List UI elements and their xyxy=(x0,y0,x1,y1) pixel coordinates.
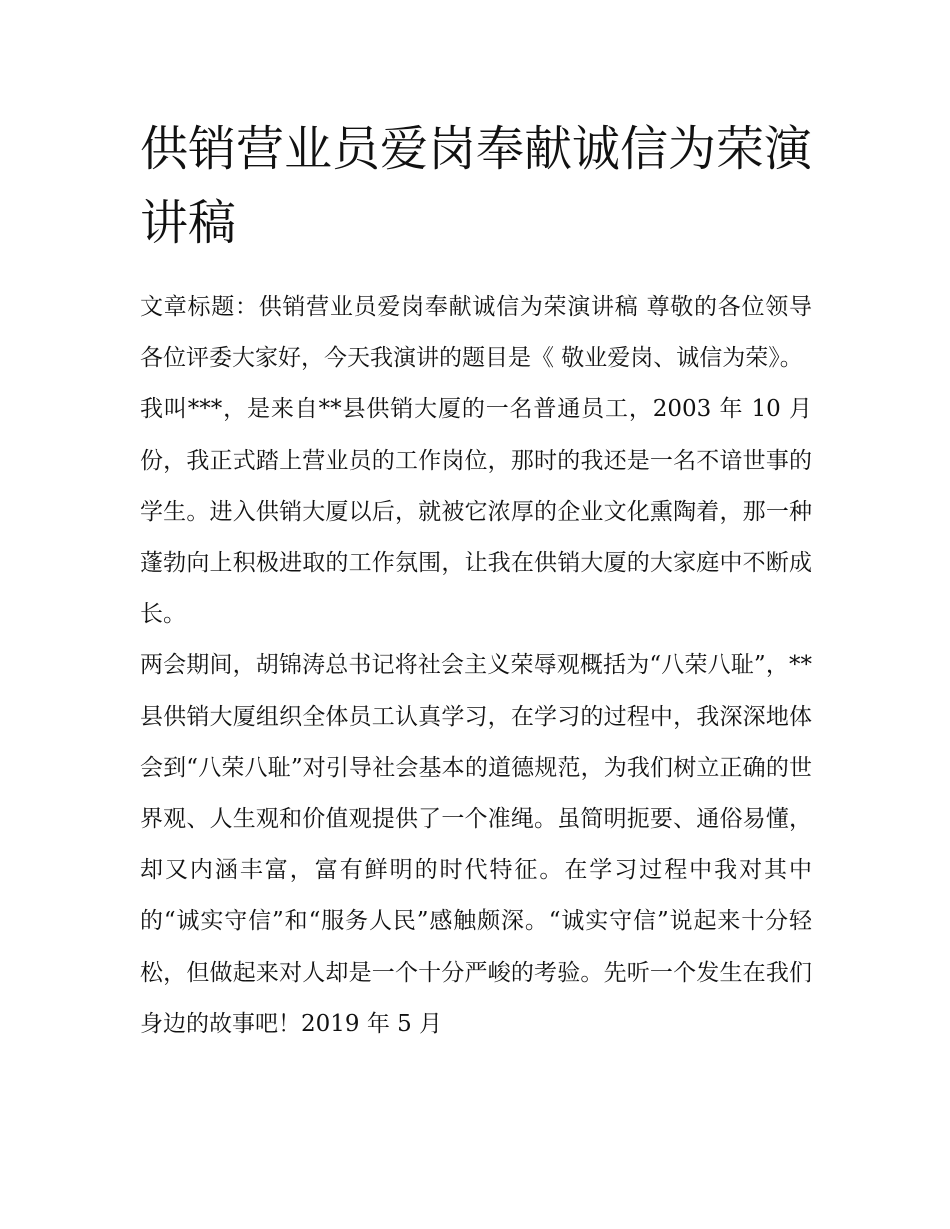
document-page xyxy=(140,112,812,1050)
document-body xyxy=(140,282,812,1050)
document-title: 供销营业员爱岗奉献诚信为荣演讲稿 xyxy=(140,121,813,251)
paragraph-self-introduction: 我叫***，是来自**县供销大厦的一名普通员工，2003 年 10 月份，我正式踏上营业员的工作岗位，那时的我还是一名不谙世事的学生。进入供销大厦以后，就被它浓厚的企业文化熏陶着，那一种蓬勃向上积极进取的工作氛围，让我在供销大厦的大家庭中不断成长。 xyxy=(140,396,812,628)
paragraph-eight-honors: 两会期间，胡锦涛总书记将社会主义荣辱观概括为“八荣八耻”，**县供销大厦组织全体员工认真学习，在学习的过程中，我深深地体会到“八荣八耻”对引导社会基本的道德规范，为我们树立正确的世界观、人生观和价值观提供了一个准绳。虽简明扼要、通俗易懂，却又内涵丰富，富有鲜明的时代特征。在学习过程中我对其中的“诚实守信”和“服务人民”感触颇深。“诚实守信”说起来十分轻松，但做起来对人却是一个十分严峻的考验。先听一个发生在我们身边的故事吧！2019 年 5 月 xyxy=(140,652,812,1037)
paragraph-intro: 文章标题：供销营业员爱岗奉献诚信为荣演讲稿 尊敬的各位领导各位评委大家好，今天我演讲的题目是《 敬业爱岗、诚信为荣》。 xyxy=(140,294,812,372)
